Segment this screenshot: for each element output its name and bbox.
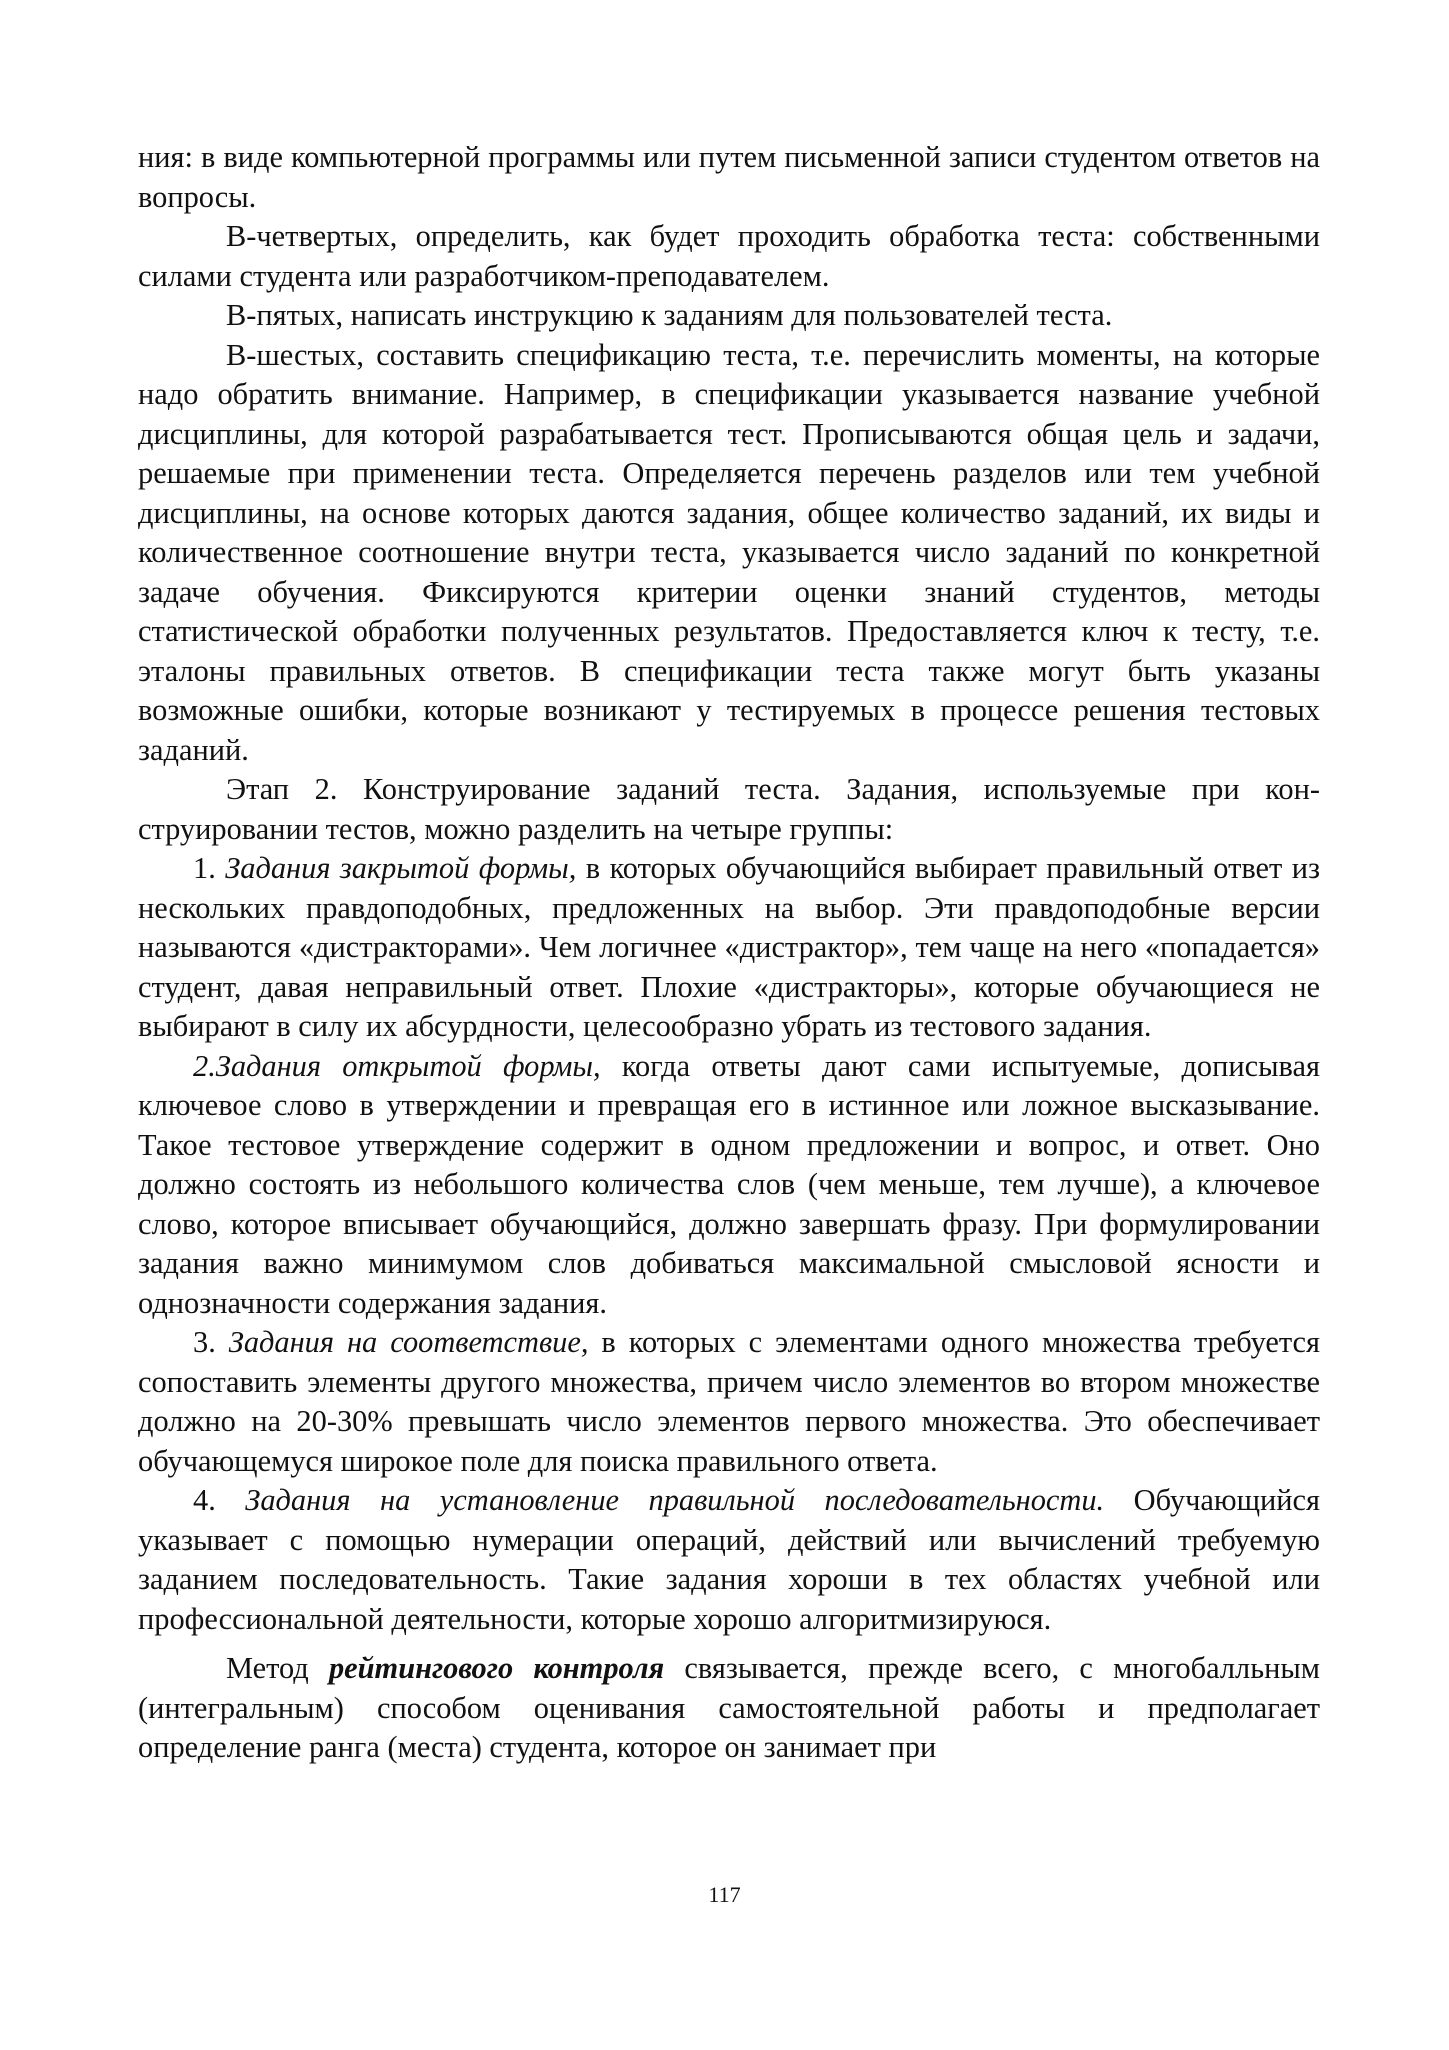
paragraph-text: когда ответы дают сами испытуемые, дописывая ключевое слово в утверждении и превращая его в истинное или ложное высказывание. Такое тестовое утверждение содержит в одном предложении и вопрос, и ответ. Оно должно состоять из небольшого количества слов (чем меньше, тем лучше), а ключевое слово, которое вписывает обучающийся, должно завершать фразу. При формулировании задания важно минимумом слов добиваться максимальной смысловой ясности и однозначности содержания задания. [138,1048,1320,1320]
paragraph-fifth-step: В-пятых, написать инструкцию к заданиям для пользователей теста. [226,298,1113,332]
paragraph-rating-control [138,1649,1320,1768]
bold-italic-term: рейтингового контроля [328,1651,665,1685]
list-number: 1. [193,851,226,885]
page-number: 117 [708,1882,741,1907]
paragraph-sixth-step: В-шестых, составить спецификацию теста, т.е. перечислить моменты, на которые надо обратить внимание. Например, в спецификации указывается название учебной дисциплины, для которой разрабатывается тест. Прописываются общая цель и задачи, решаемые при применении теста. Определяется перечень разделов или тем учебной дисциплины, на основе которых даются задания, общее количество заданий, их виды и количественное соотношение внутри теста, указывается число заданий по конкретной задаче обучения. Фиксируются критерии оценки знаний студентов, методы статистической обработки полученных результатов. Предоставляется ключ к тесту, т.е. эталоны правильных ответов. В спецификации теста также могут быть указаны возможные ошибки, которые возникают у тестируемых в процессе решения тестовых заданий. [138,337,1320,767]
paragraph-text: в которых с элементами одного множества требуется сопоставить элементы другого множества, причем число элементов во втором множестве должно на 20-30% превышать число элементов первого множества. Это обеспечивает обучающемуся широкое поле для поиска правильного ответа. [138,1325,1320,1478]
list-number: 4. [193,1483,246,1517]
document-page [138,138,1320,1768]
paragraph-text: в которых обучающийся выбирает правильный ответ из нескольких правдоподобных, предложенных на выбор. Эти правдоподобные версии называются «дистракторами». Чем логичнее «дистрактор», тем чаще на него «попадается» студент, давая неправильный ответ. Плохие «дистракторы», которые обучающиеся не выбирают в силу их абсурдности, целесообразно убрать из тестового задания. [138,851,1320,1043]
paragraph-fourth-step: В-четвертых, определить, как будет проходить обработка теста: собственными силами студента или разработчиком-преподавателем. [138,219,1320,293]
paragraph-stage-two: Этап 2. Конструирование заданий теста. Задания, используемые при конструировании тестов, можно разделить на четыре группы: [138,772,1320,846]
paragraph-text: Обучающийся указывает с помощью нумерации операций, действий или вычислений требуемую заданием последовательность. Такие задания хороши в тех областях учебной или профессиональной деятельности, которые хорошо алгоритмизируюся. [138,1483,1320,1636]
paragraph-lead: Метод [226,1651,329,1685]
paragraph-closed-form-tasks [138,849,1320,1047]
paragraph-matching-tasks [138,1323,1320,1481]
italic-term: Задания на соответствие, [228,1325,589,1359]
paragraph-sequence-tasks [138,1481,1320,1639]
list-number: 3. [193,1325,229,1359]
paragraph-open-form-tasks [138,1047,1320,1324]
paragraph-text: связывается, прежде всего, с многобалльным (интегральным) способом оценивания самостоятельной работы и предполагает определение ранга (места) студента, которое он занимает при [138,1651,1320,1764]
paragraph-continuation: ния: в виде компьютерной программы или путем письменной записи студентом ответов на вопросы. [138,140,1320,214]
italic-term: 2.Задания открытой формы, [193,1048,601,1083]
italic-term: Задания закрытой формы, [225,851,577,885]
italic-term: Задания на установление правильной последовательности. [245,1483,1105,1517]
